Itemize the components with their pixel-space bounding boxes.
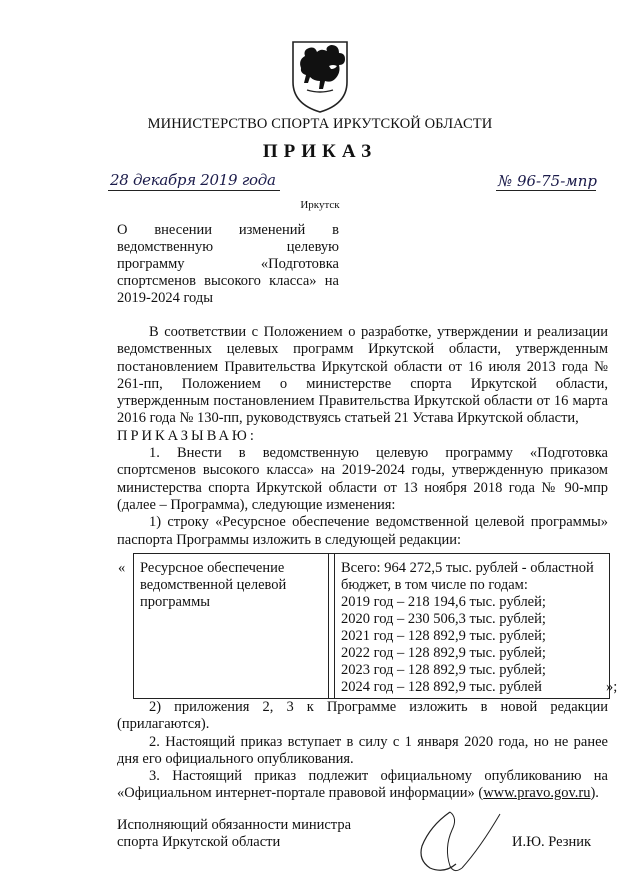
date-underline: [108, 190, 280, 191]
resource-year-2022: 2022 год – 128 892,9 тыс. рублей;: [341, 645, 546, 661]
item-3-end: ).: [590, 785, 599, 802]
order-body-continued: [117, 699, 608, 803]
resource-year-2020: 2020 год – 230 506,3 тыс. рублей;: [341, 611, 546, 627]
signatory-role: Исполняющий обязанности министра спорта Иркутской области: [117, 817, 352, 850]
preamble-paragraph: В соответствии с Положением о разработке, утверждении и реализации ведомственных целевых программ Иркутской области, утвержденным постановлением Правительства Иркутской области от 16 июля 2013 года № 261-пп, Положением о министерстве спорта Иркутской области, утвержденным постановлением Правительства Иркутской области от 16 марта 2016 года № 130-пп, руководствуясь статьей 21 Устава Иркутской области,: [117, 324, 608, 427]
quote-open: «: [118, 560, 126, 576]
pravo-link[interactable]: www.pravo.gov.ru: [483, 785, 591, 802]
order-word: ПРИКАЗЫВАЮ:: [117, 427, 257, 444]
order-subject: О внесении изменений в ведомственную целевую программу «Подготовка спортсменов высокого класса» на 2019-2024 годы: [117, 222, 339, 306]
handwritten-date: 28 декабря 2019 года: [110, 171, 276, 189]
item-2: 2. Настоящий приказ вступает в силу с 1 января 2020 года, но не ранее дня его официального опубликования.: [117, 733, 608, 767]
number-underline: [496, 190, 596, 191]
item-1-1: 1) строку «Ресурсное обеспечение ведомственной целевой программы» паспорта Программы изложить в следующей редакции:: [117, 514, 608, 548]
item-1-2: 2) приложения 2, 3 к Программе изложить в новой редакции (прилагаются).: [117, 699, 608, 733]
resource-year-2021: 2021 год – 128 892,9 тыс. рублей;: [341, 628, 546, 644]
city-name: Иркутск: [300, 199, 340, 211]
resource-year-2024: 2024 год – 128 892,9 тыс. рублей: [341, 679, 542, 695]
document-type-title: ПРИКАЗ: [262, 141, 378, 162]
signatory-name: И.Ю. Резник: [512, 834, 592, 850]
item-3-text: 3. Настоящий приказ подлежит официальному опубликованию на «Официальном интернет-портале правовой информации» (: [117, 768, 608, 802]
irkutsk-coat-of-arms-icon: [289, 38, 351, 114]
ministry-name: МИНИСТЕРСТВО СПОРТА ИРКУТСКОЙ ОБЛАСТИ: [147, 116, 493, 132]
resource-total: Всего: 964 272,5 тыс. рублей - областной бюджет, в том числе по годам:: [341, 560, 594, 593]
order-body: [117, 324, 608, 549]
handwritten-signature-icon: [410, 808, 505, 878]
resource-table-label: Ресурсное обеспечение ведомственной целевой программы: [134, 554, 329, 698]
resource-table-values: [334, 554, 608, 698]
handwritten-number: № 96-75-мпр: [498, 172, 597, 190]
item-3: [117, 768, 608, 803]
item-1: 1. Внести в ведомственную целевую программу «Подготовка спортсменов высокого класса» на 2019-2024 годы, утвержденную приказом министерства спорта Иркутской области от 13 ноября 2018 года № 90-мпр (далее – Программа), следующие изменения:: [117, 445, 608, 513]
resource-year-2019: 2019 год – 218 194,6 тыс. рублей;: [341, 594, 546, 610]
quote-close: »;: [606, 679, 618, 695]
resource-year-2023: 2023 год – 128 892,9 тыс. рублей;: [341, 662, 546, 678]
resource-table: [133, 553, 610, 699]
